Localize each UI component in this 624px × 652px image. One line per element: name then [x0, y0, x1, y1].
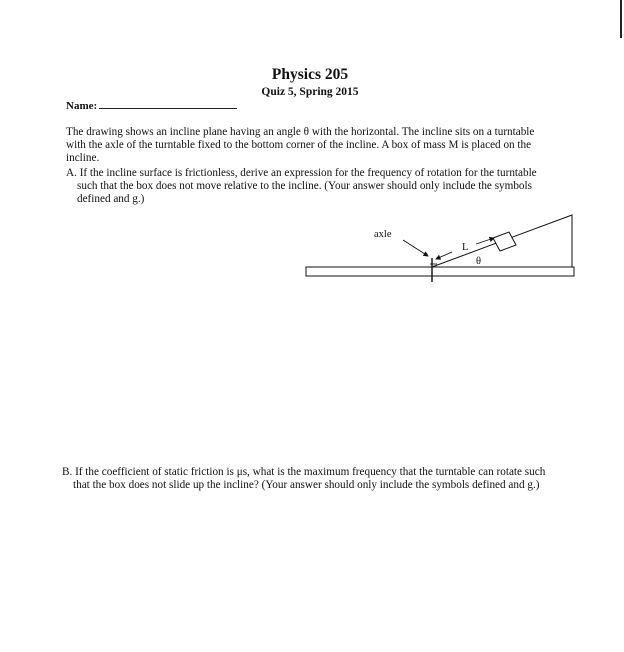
turntable [306, 267, 574, 276]
question-b-text [62, 466, 552, 492]
length-label: L [462, 242, 469, 253]
page-edge-divider [620, 0, 622, 38]
length-arrow-upper [476, 238, 494, 244]
document-subtitle: Quiz 5, Spring 2015 [261, 86, 359, 98]
problem-intro: The drawing shows an incline plane having an angle θ with the horizontal. The incline sits on a turntable with the axle of the turntable fixed to the bottom corner of the incline. A box of mass M is placed on the incline. [66, 126, 535, 164]
question-b [62, 466, 552, 492]
axle-label: axle [374, 229, 392, 240]
length-arrow-lower [436, 252, 452, 259]
question-a-body: If the incline surface is frictionless, derive an expression for the frequency of rotation for the turntable such that the box does not move relative to the incline. (Your answer should only include the symbols defined and g.) [77, 167, 537, 205]
name-label: Name: [66, 100, 98, 112]
name-field [66, 98, 237, 112]
axle-arrow [403, 240, 428, 256]
incline-turntable-diagram [300, 210, 582, 285]
document-title: Physics 205 [271, 66, 349, 83]
question-b-body: If the coefficient of static friction is μs, what is the maximum frequency that the turntable can rotate such that the box does not slide up the incline? (Your answer should only include the symbols defined and g.) [73, 466, 546, 491]
question-a-text [66, 167, 556, 206]
question-a [66, 167, 556, 206]
question-b-label: B. [62, 466, 73, 478]
question-a-label: A. [66, 167, 77, 179]
angle-label: θ [476, 256, 482, 267]
name-blank-line [99, 98, 237, 109]
